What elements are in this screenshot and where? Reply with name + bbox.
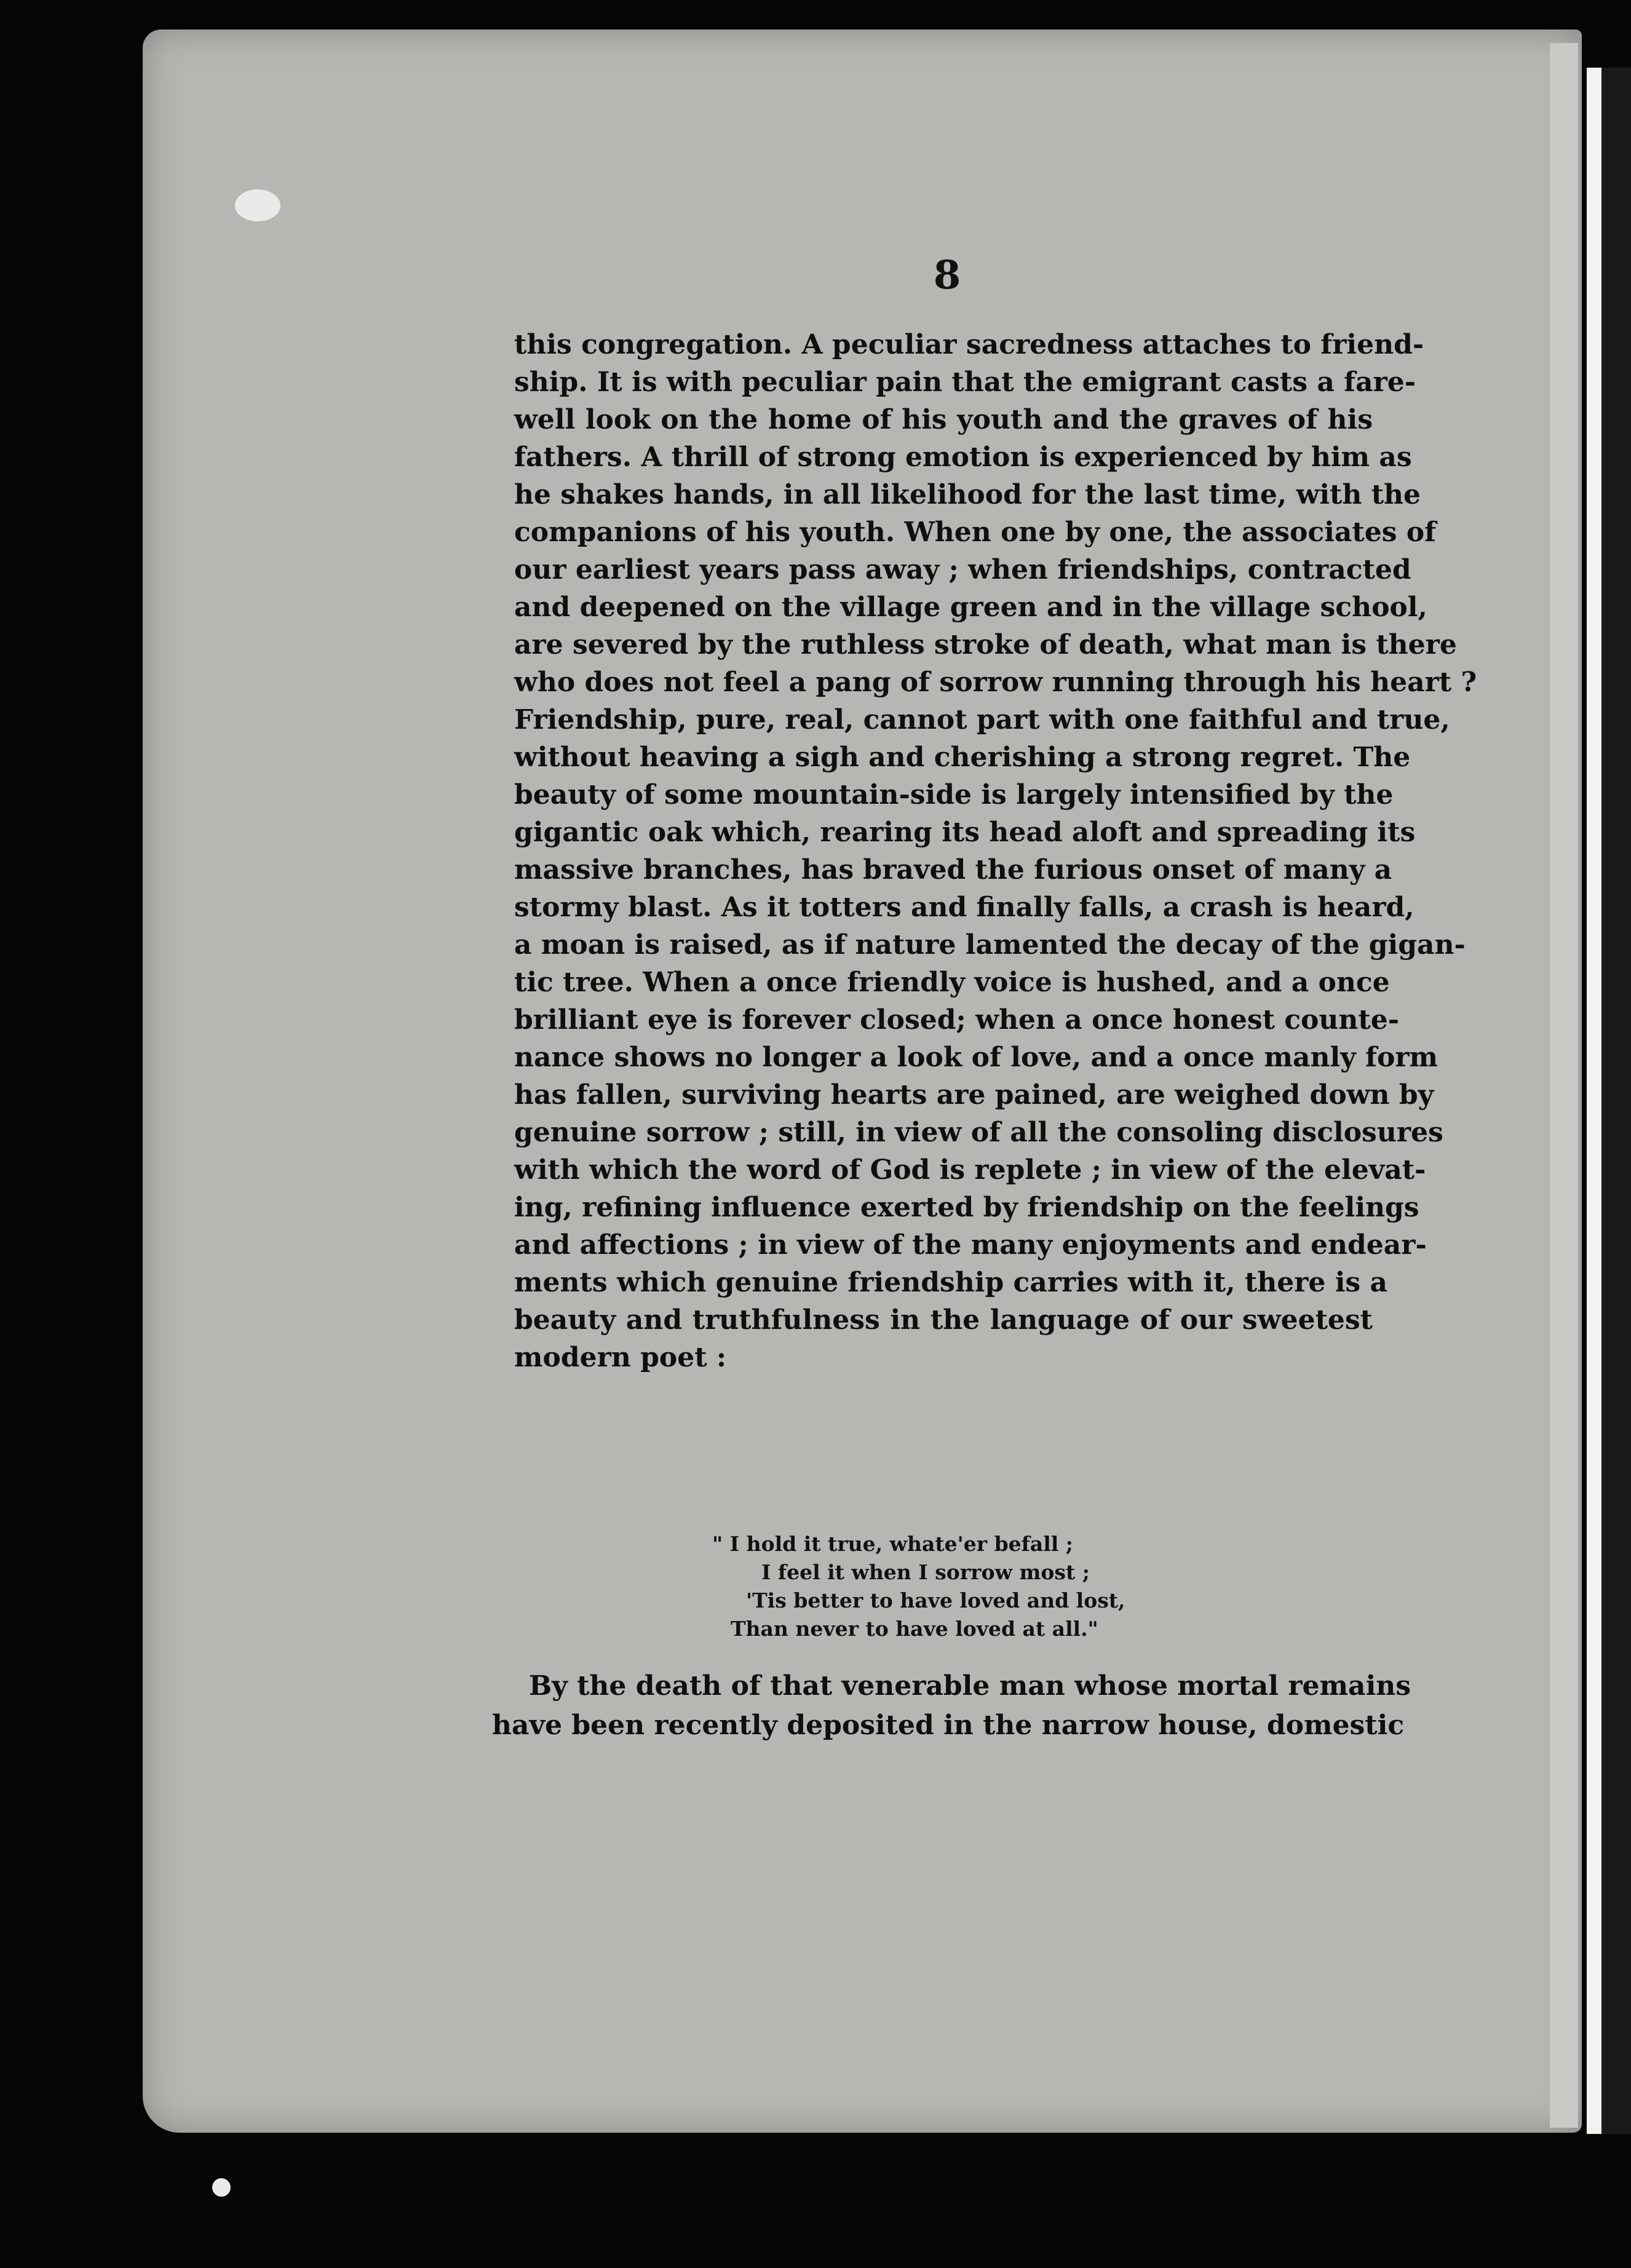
text-line: modern poet :	[514, 1342, 727, 1373]
text-line: well look on the home of his youth and the graves of his	[514, 404, 1373, 435]
poem-quote	[712, 1530, 1204, 1643]
dust-speck	[212, 2178, 231, 2197]
text-line: he shakes hands, in all likelihood for the last time, with the	[514, 479, 1421, 510]
binding-shadow	[1601, 68, 1631, 2134]
poem-line: I feel it when I sorrow most ;	[761, 1560, 1090, 1584]
text-line: who does not feel a pang of sorrow running through his heart ?	[514, 667, 1477, 698]
text-line: with which the word of God is replete ; in view of the elevat-	[514, 1154, 1426, 1186]
closing-paragraph	[492, 1667, 1411, 1745]
text-line: Friendship, pure, real, cannot part with one faithful and true,	[514, 704, 1450, 736]
text-line: are severed by the ruthless stroke of death, what man is there	[514, 629, 1457, 660]
text-line: beauty of some mountain-side is largely intensified by the	[514, 779, 1394, 811]
text-line: ing, refining influence exerted by friendship on the feelings	[514, 1192, 1419, 1223]
text-line: and affections ; in view of the many enjoyments and endear-	[514, 1229, 1427, 1261]
text-line: brilliant eye is forever closed; when a once honest counte-	[514, 1004, 1399, 1036]
poem-line: 'Tis better to have loved and lost,	[746, 1588, 1125, 1612]
text-line: genuine sorrow ; still, in view of all the consoling disclosures	[514, 1117, 1443, 1148]
text-line: a moan is raised, as if nature lamented the decay of the gigan-	[514, 929, 1466, 961]
text-line: our earliest years pass away ; when friendships, contracted	[514, 554, 1411, 585]
text-line: this congregation. A peculiar sacredness attaches to friend-	[514, 329, 1424, 360]
main-paragraph	[514, 326, 1477, 1376]
text-line: tic tree. When a once friendly voice is hushed, and a once	[514, 967, 1390, 998]
text-line: companions of his youth. When one by one, the associates of	[514, 517, 1437, 548]
poem-line: Than never to have loved at all."	[731, 1617, 1098, 1641]
text-line: stormy blast. As it totters and finally falls, a crash is heard,	[514, 892, 1415, 923]
text-line: massive branches, has braved the furious onset of many a	[514, 854, 1392, 886]
text-line: ments which genuine friendship carries with it, there is a	[514, 1267, 1388, 1298]
text-line: beauty and truthfulness in the language of our sweetest	[514, 1304, 1373, 1336]
text-line: has fallen, surviving hearts are pained, are weighed down by	[514, 1079, 1434, 1111]
dust-speck	[235, 189, 280, 221]
text-line: gigantic oak which, rearing its head aloft and spreading its	[514, 817, 1416, 848]
text-line: and deepened on the village green and in the village school,	[514, 592, 1427, 623]
poem-line: " I hold it true, whate'er befall ;	[712, 1532, 1073, 1556]
page-edge	[1550, 43, 1578, 2128]
text-line: ship. It is with peculiar pain that the emigrant casts a fare-	[514, 367, 1416, 398]
text-line: By the death of that venerable man whose mortal remains	[529, 1670, 1411, 1702]
text-line: without heaving a sigh and cherishing a strong regret. The	[514, 742, 1411, 773]
text-line: fathers. A thrill of strong emotion is experienced by him as	[514, 442, 1412, 473]
text-line: have been recently deposited in the narrow house, domestic	[492, 1710, 1405, 1741]
page-number: 8	[933, 252, 961, 298]
text-line: nance shows no longer a look of love, and a once manly form	[514, 1042, 1439, 1073]
